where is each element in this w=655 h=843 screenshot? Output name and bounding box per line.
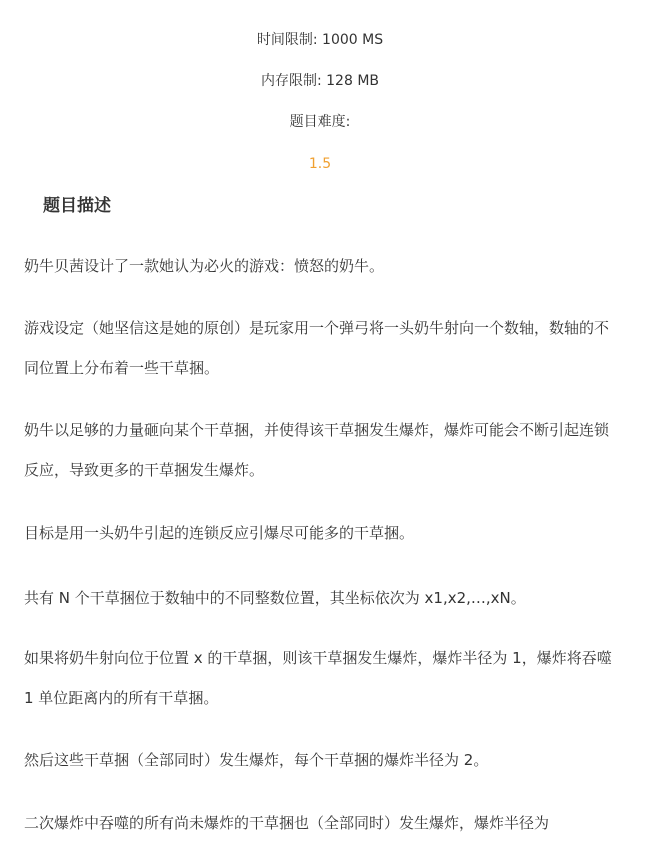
- paragraph: 如果将奶牛射向位于位置 x 的干草捆，则该干草捆发生爆炸，爆炸半径为 1，爆炸将吞噬 1 单位距离内的所有干草捆。: [24, 649, 612, 707]
- paragraph: 共有 N 个干草捆位于数轴中的不同整数位置，其坐标依次为 x1,x2,…,xN。: [24, 589, 526, 607]
- paragraph: 然后这些干草捆（全部同时）发生爆炸，每个干草捆的爆炸半径为 2。: [24, 751, 489, 769]
- paragraph: 目标是用一头奶牛引起的连锁反应引爆尽可能多的干草捆。: [24, 524, 415, 542]
- paragraph: 二次爆炸中吞噬的所有尚未爆炸的干草捆也（全部同时）发生爆炸，爆炸半径为: [24, 814, 550, 832]
- paragraph: 奶牛贝茜设计了一款她认为必火的游戏：愤怒的奶牛。: [24, 257, 385, 275]
- section-title: 题目描述: [43, 196, 111, 216]
- paragraph: 奶牛以足够的力量砸向某个干草捆，并使得该干草捆发生爆炸，爆炸可能会不断引起连锁反应，导致更多的干草捆发生爆炸。: [24, 421, 610, 479]
- time-limit: 时间限制: 1000 MS: [256, 32, 384, 48]
- difficulty-label: 题目难度:: [289, 114, 351, 130]
- paragraph: 游戏设定（她坚信这是她的原创）是玩家用一个弹弓将一头奶牛射向一个数轴，数轴的不同位置上分布着一些干草捆。: [24, 319, 610, 377]
- difficulty-value: 1.5: [308, 156, 332, 172]
- memory-limit: 内存限制: 128 MB: [260, 73, 380, 89]
